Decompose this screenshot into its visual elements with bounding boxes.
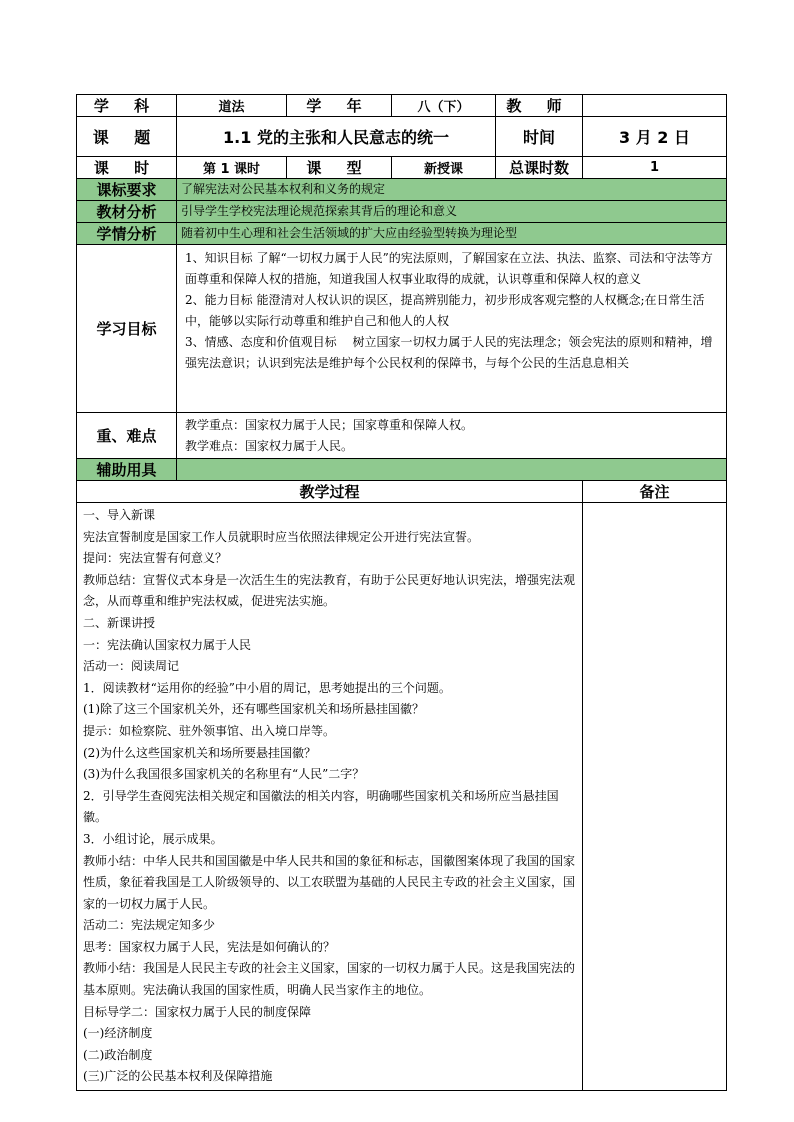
tools-text xyxy=(177,459,727,481)
process-line: 活动二：宪法规定知多少 xyxy=(83,918,216,933)
process-line: 宪法宣誓制度是国家工作人员就职时应当依照法律规定公开进行宪法宣誓。 xyxy=(83,529,480,544)
process-line: (三)广泛的公民基本权利及保障措施 xyxy=(83,1069,273,1084)
process-body-row xyxy=(77,503,727,1091)
process-line: 教师小结：我国是人民民主专政的社会主义国家，国家的一切权力属于人民。这是我国宪法的基本原则。宪法确认我国的国家性质，明确人民当家作主的地位。 xyxy=(83,961,576,998)
textbook-label: 教材分析 xyxy=(77,201,177,223)
notes-title: 备注 xyxy=(583,481,727,503)
process-line: (二)政治制度 xyxy=(83,1047,153,1062)
teacher-value xyxy=(583,95,727,117)
lesson-plan xyxy=(76,94,726,1091)
process-content xyxy=(77,503,583,1091)
grade-label: 学 年 xyxy=(287,95,392,117)
subject-value: 道法 xyxy=(177,95,287,117)
header-row-1 xyxy=(77,95,727,117)
process-line: (2)为什么这些国家机关和场所要悬挂国徽？ xyxy=(83,745,316,760)
student-label: 学情分析 xyxy=(77,223,177,245)
lesson-plan-table xyxy=(76,94,727,1091)
process-line: 教师总结：宣誓仪式本身是一次活生生的宪法教育，有助于公民更好地认识宪法，增强宪法观念，从而尊重和维护宪法权威，促进宪法实施。 xyxy=(83,572,576,609)
time-label: 时间 xyxy=(496,117,583,157)
process-line: 提问：宪法宣誓有何意义？ xyxy=(83,551,228,566)
process-line: 目标导学二：国家权力属于人民的制度保障 xyxy=(83,1004,312,1019)
key-points-label: 重、难点 xyxy=(77,413,177,459)
process-line: 二、新课讲授 xyxy=(83,615,156,630)
total-value: 1 xyxy=(583,157,727,179)
time-value: 3 月 2 日 xyxy=(583,117,727,157)
process-line: 思考：国家权力属于人民，宪法是如何确认的？ xyxy=(83,939,336,954)
process-line: (一)经济制度 xyxy=(83,1026,153,1041)
textbook-text: 引导学生学校宪法理论规范探索其背后的理论和意义 xyxy=(177,201,727,223)
type-label: 课 型 xyxy=(287,157,392,179)
topic-value: 1.1 党的主张和人民意志的统一 xyxy=(177,117,496,157)
process-line: 3．小组讨论，展示成果。 xyxy=(83,831,223,846)
type-value: 新授课 xyxy=(392,157,496,179)
topic-label: 课 题 xyxy=(77,117,177,157)
difficult-point: 教学难点：国家权力属于人民。 xyxy=(185,438,354,453)
tools-row xyxy=(77,459,727,481)
goal-ability: 2、能力目标 能澄清对人权认识的误区，提高辨别能力，初步形成客观完整的人权概念;在日常生活中，能够以实际行动尊重和维护自己和他人的人权 xyxy=(185,293,705,328)
tools-label: 辅助用具 xyxy=(77,459,177,481)
process-line: 2．引导学生查阅宪法相关规定和国徽法的相关内容，明确哪些国家机关和场所应当悬挂国徽。 xyxy=(83,788,559,825)
curriculum-row xyxy=(77,179,727,201)
goals-text xyxy=(177,245,727,413)
grade-value: 八（下） xyxy=(392,95,496,117)
period-label: 课 时 xyxy=(77,157,177,179)
teacher-label: 教 师 xyxy=(496,95,583,117)
goals-row xyxy=(77,245,727,413)
curriculum-label: 课标要求 xyxy=(77,179,177,201)
process-line: 教师小结：中华人民共和国国徽是中华人民共和国的象征和标志，国徽图案体现了我国的国家性质，象征着我国是工人阶级领导的、以工农联盟为基础的人民民主专政的社会主义国家，国家的一切权力属于人民。 xyxy=(83,853,576,911)
process-line: 一：宪法确认国家权力属于人民 xyxy=(83,637,252,652)
process-title: 教学过程 xyxy=(77,481,583,503)
student-row xyxy=(77,223,727,245)
goal-knowledge: 1、知识目标 了解“一切权力属于人民”的宪法原则，了解国家在立法、执法、监察、司法和守法等方面尊重和保障人权的措施，知道我国人权事业取得的成就，认识尊重和保障人权的意义 xyxy=(185,251,713,286)
process-line: 一、导入新课 xyxy=(83,508,156,522)
process-line: 1．阅读教材“运用你的经验”中小眉的周记，思考她提出的三个问题。 xyxy=(83,680,451,695)
key-point: 教学重点：国家权力属于人民；国家尊重和保障人权。 xyxy=(185,417,474,432)
notes-content xyxy=(583,503,727,1091)
process-line: (3)为什么我国很多国家机关的名称里有“人民”二字？ xyxy=(83,767,365,782)
curriculum-text: 了解宪法对公民基本权利和义务的规定 xyxy=(177,179,727,201)
key-points-row xyxy=(77,413,727,459)
header-row-3 xyxy=(77,157,727,179)
process-line: 活动一：阅读周记 xyxy=(83,659,180,674)
process-line: 提示：如检察院、驻外领事馆、出入境口岸等。 xyxy=(83,723,336,738)
textbook-row xyxy=(77,201,727,223)
goal-attitude: 3、情感、态度和价值观目标 树立国家一切权力属于人民的宪法理念；领会宪法的原则和精神，增强宪法意识；认识到宪法是维护每个公民权利的保障书，与每个公民的生活息息相关 xyxy=(185,335,713,370)
process-header-row xyxy=(77,481,727,503)
period-value: 第 1 课时 xyxy=(177,157,287,179)
process-line: (1)除了这三个国家机关外，还有哪些国家机关和场所悬挂国徽？ xyxy=(83,702,425,717)
goals-label: 学习目标 xyxy=(77,245,177,413)
key-points-text xyxy=(177,413,727,459)
header-row-2 xyxy=(77,117,727,157)
subject-label: 学 科 xyxy=(77,95,177,117)
total-label: 总课时数 xyxy=(496,157,583,179)
student-text: 随着初中生心理和社会生活领域的扩大应由经验型转换为理论型 xyxy=(177,223,727,245)
